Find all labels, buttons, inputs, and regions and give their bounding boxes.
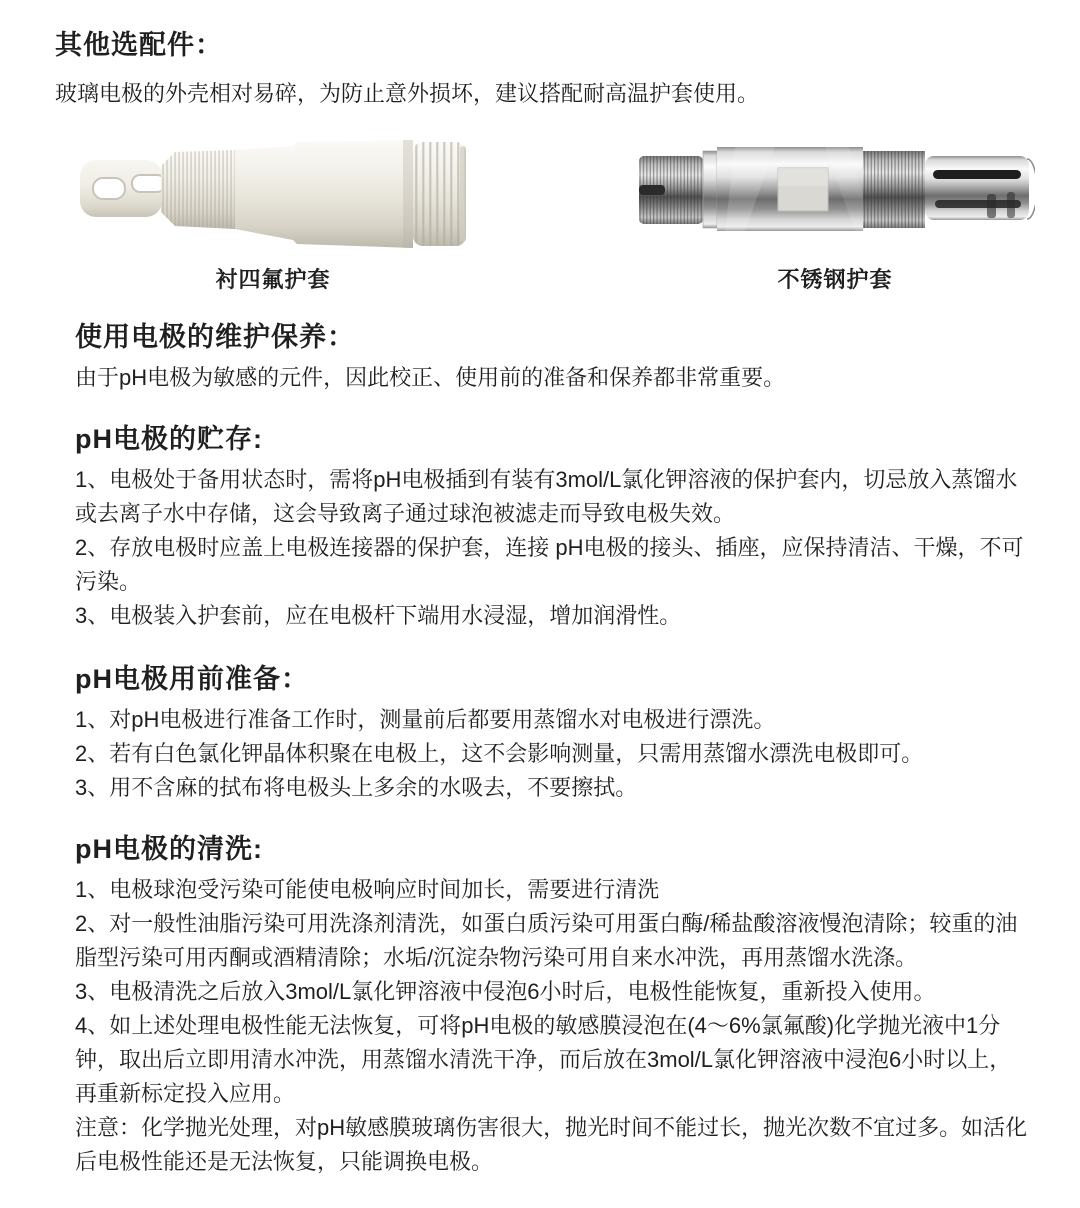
- product-figure-ptfe: [73, 132, 473, 295]
- list-item: 2、若有白色氯化钾晶体积聚在电极上，这不会影响测量，只需用蒸馏水漂洗电极即可。: [75, 741, 924, 766]
- section-preparation: [75, 661, 1033, 805]
- stainless-steel-sleeve-photo: [635, 132, 1035, 257]
- list-item: 2、存放电极时应盖上电极连接器的保护套，连接 pH电极的接头、插座，应保持清洁、干燥，不可污染。: [75, 535, 1024, 594]
- product-figure-steel: [635, 132, 1035, 295]
- list-item: 2、对一般性油脂污染可用洗涤剂清洗，如蛋白质污染可用蛋白酶/稀盐酸溶液慢泡清除；较重的油脂型污染可用丙酮或酒精清除；水垢/沉淀杂物污染可用自来水冲洗，再用蒸馏水洗涤。: [75, 911, 1018, 970]
- list-item: 3、电极装入护套前，应在电极杆下端用水浸湿，增加润滑性。: [75, 603, 682, 628]
- page-title: 其他选配件：: [55, 30, 223, 60]
- list-item: 4、如上述处理电极性能无法恢复，可将pH电极的敏感膜浸泡在(4～6%氯氟酸)化学抛光液中1分钟，取出后立即用清水冲洗，用蒸馏水清洗干净，而后放在3mol/L氯化钾溶液中浸泡6小时以上，再重新标定投入应用。: [75, 1013, 1012, 1106]
- section-storage: [75, 421, 1033, 633]
- list-item: 3、用不含麻的拭布将电极头上多余的水吸去，不要擦拭。: [75, 775, 638, 800]
- section-heading: 使用电极的维护保养：: [75, 322, 355, 352]
- intro-text: 玻璃电极的外壳相对易碎，为防止意外损坏，建议搭配耐高温护套使用。: [55, 81, 760, 106]
- section-heading: pH电极的贮存:: [75, 424, 263, 454]
- product-caption-ptfe: 衬四氟护套: [215, 267, 331, 292]
- list-item: 1、对pH电极进行准备工作时，测量前后都要用蒸馏水对电极进行漂洗。: [75, 707, 776, 732]
- list-item: 3、电极清洗之后放入3mol/L氯化钾溶液中侵泡6小时后，电极性能恢复，重新投入使用。: [75, 979, 936, 1004]
- product-caption-steel: 不锈钢护套: [777, 267, 893, 292]
- section-maintenance: [75, 319, 1033, 395]
- section-heading: pH电极用前准备：: [75, 664, 309, 694]
- section-paragraph: 由于pH电极为敏感的元件，因此校正、使用前的准备和保养都非常重要。: [75, 365, 786, 390]
- list-item: 1、电极球泡受污染可能使电极响应时间加长，需要进行清洗: [75, 877, 660, 902]
- section-cleaning: [75, 831, 1033, 1179]
- ptfe-sleeve-photo: [77, 132, 469, 257]
- products-row: [73, 132, 1035, 295]
- list-item: 1、电极处于备用状态时，需将pH电极插到有装有3mol/L氯化钾溶液的保护套内，切忌放入蒸馏水或去离子水中存储，这会导致离子通过球泡被滤走而导致电极失效。: [75, 467, 1018, 526]
- note-text: 注意：化学抛光处理，对pH敏感膜玻璃伤害很大，抛光时间不能过长，抛光次数不宜过多。如活化后电极性能还是无法恢复，只能调换电极。: [75, 1115, 1028, 1174]
- section-heading: pH电极的清洗:: [75, 834, 263, 864]
